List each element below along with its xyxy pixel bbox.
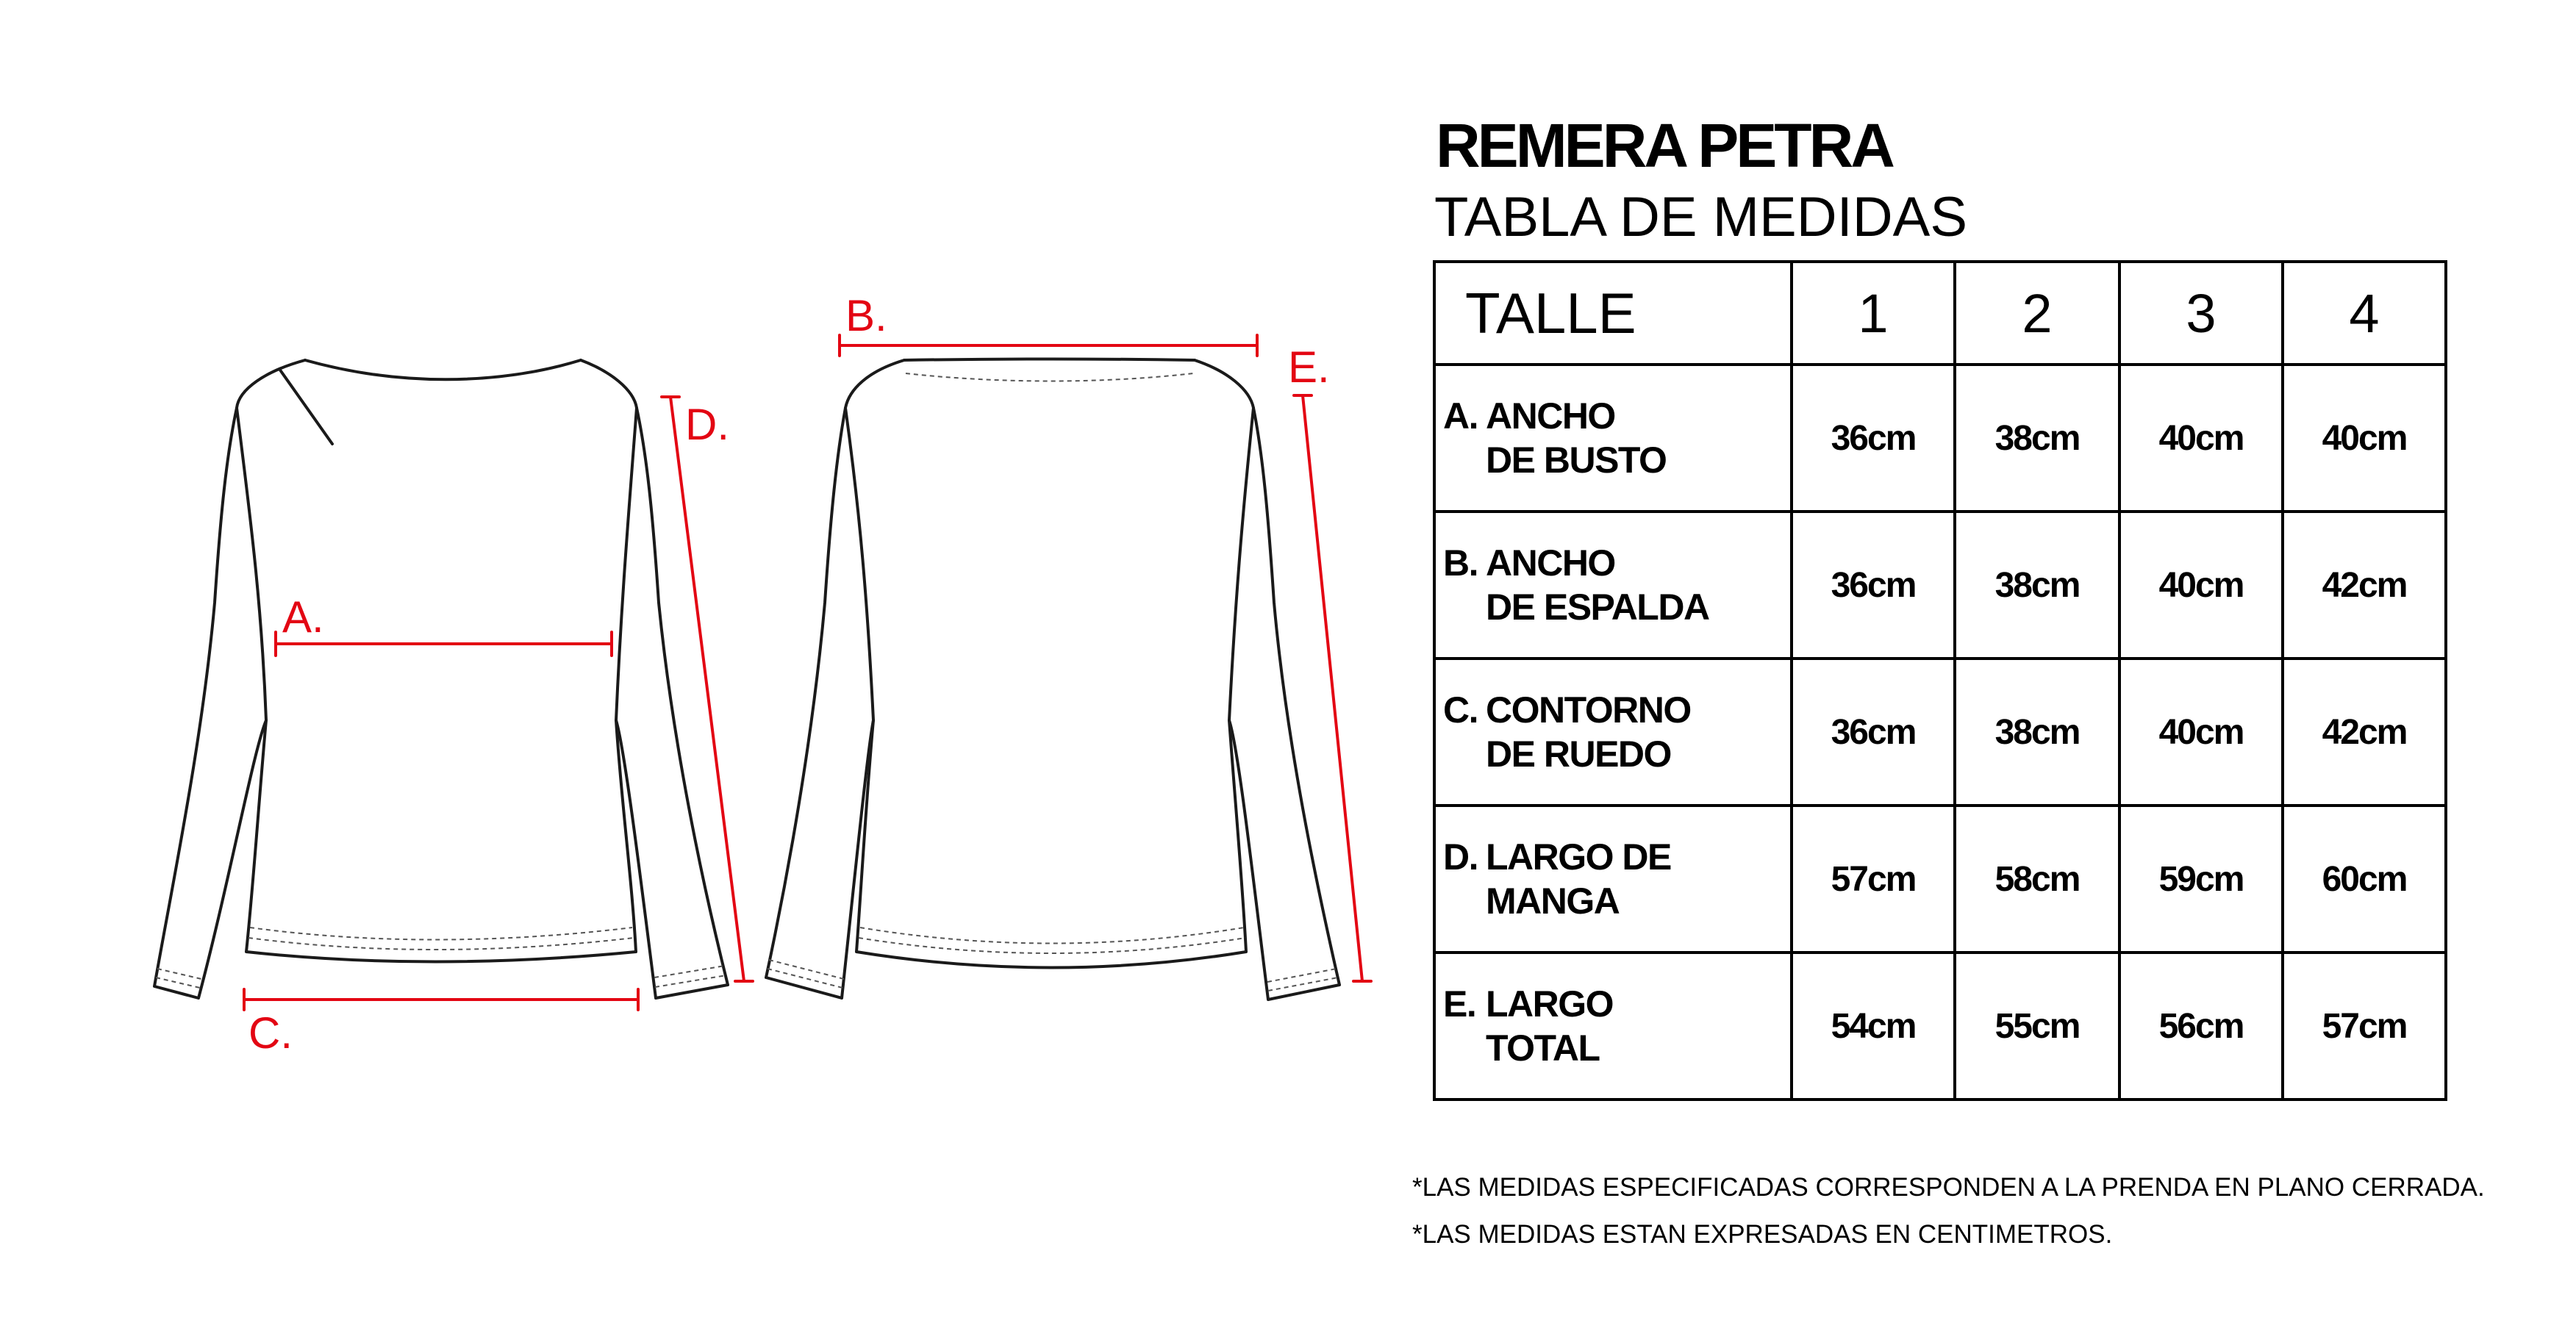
row-letter: B. [1443,542,1478,584]
table-row [1434,806,2446,953]
table-cell: 36cm [1792,659,1955,806]
page-title: REMERA PETRA [1436,111,1892,180]
table-cell: 38cm [1955,659,2119,806]
header-talle: TALLE [1434,262,1792,365]
row-label [1434,953,1792,1100]
row-name: CONTORNO DE RUEDO [1486,689,1691,775]
table-cell: 40cm [2119,659,2283,806]
table-cell: 40cm [2119,365,2283,512]
measure-label-e: E. [1288,342,1330,392]
front-view [154,360,728,998]
front-neckline [305,360,581,379]
front-body-outline [237,360,637,962]
measure-label-b: B. [845,291,887,340]
table-row [1434,659,2446,806]
measure-label-d: D. [685,400,729,449]
measure-label-c: C. [248,1008,293,1058]
row-name: LARGO DE MANGA [1486,836,1671,922]
row-label [1434,512,1792,659]
footnotes [1412,1164,2485,1258]
back-view [766,359,1339,1000]
row-letter: A. [1443,395,1478,437]
row-name: LARGO TOTAL [1486,983,1614,1069]
row-letter: E. [1443,983,1476,1025]
table-cell: 54cm [1792,953,1955,1100]
front-shoulder-seam [279,369,332,444]
table-cell: 40cm [2283,365,2446,512]
size-chart-table [1433,260,2447,1101]
row-name: ANCHO DE BUSTO [1486,395,1667,481]
measure-label-a: A. [282,592,324,642]
table-cell: 36cm [1792,365,1955,512]
table-row [1434,365,2446,512]
table-row [1434,953,2446,1100]
table-row [1434,512,2446,659]
measure-line-a [276,632,612,656]
header-size: 2 [1955,262,2119,365]
row-name: ANCHO DE ESPALDA [1486,542,1709,628]
table-cell: 55cm [1955,953,2119,1100]
footnote: *LAS MEDIDAS ESTAN EXPRESADAS EN CENTIMETROS. [1412,1220,2113,1249]
footnote: *LAS MEDIDAS ESPECIFICADAS CORRESPONDEN A LA PRENDA EN PLANO CERRADA. [1412,1173,2485,1202]
table-cell: 57cm [2283,953,2446,1100]
table-cell: 42cm [2283,659,2446,806]
row-letter: C. [1443,689,1478,731]
table-cell: 56cm [2119,953,2283,1100]
back-body-outline [845,360,1253,968]
back-neckline [904,359,1195,361]
table-cell: 36cm [1792,512,1955,659]
front-stitching [156,928,726,988]
measure-line-c [244,989,638,1010]
table-header-row [1434,262,2446,365]
table-cell: 38cm [1955,365,2119,512]
table-cell: 58cm [1955,806,2119,953]
table-cell: 59cm [2119,806,2283,953]
row-label [1434,659,1792,806]
row-label [1434,365,1792,512]
measure-line-e [1294,395,1371,981]
measure-line-b [840,335,1257,356]
table-cell: 57cm [1792,806,1955,953]
table-cell: 60cm [2283,806,2446,953]
header-size: 4 [2283,262,2446,365]
table-cell: 38cm [1955,512,2119,659]
header-size: 3 [2119,262,2283,365]
table-cell: 42cm [2283,512,2446,659]
row-label [1434,806,1792,953]
measurement-lines [244,335,1371,1010]
header-size: 1 [1792,262,1955,365]
page-subtitle: TABLA DE MEDIDAS [1434,186,1968,248]
table-cell: 40cm [2119,512,2283,659]
row-letter: D. [1443,836,1478,878]
